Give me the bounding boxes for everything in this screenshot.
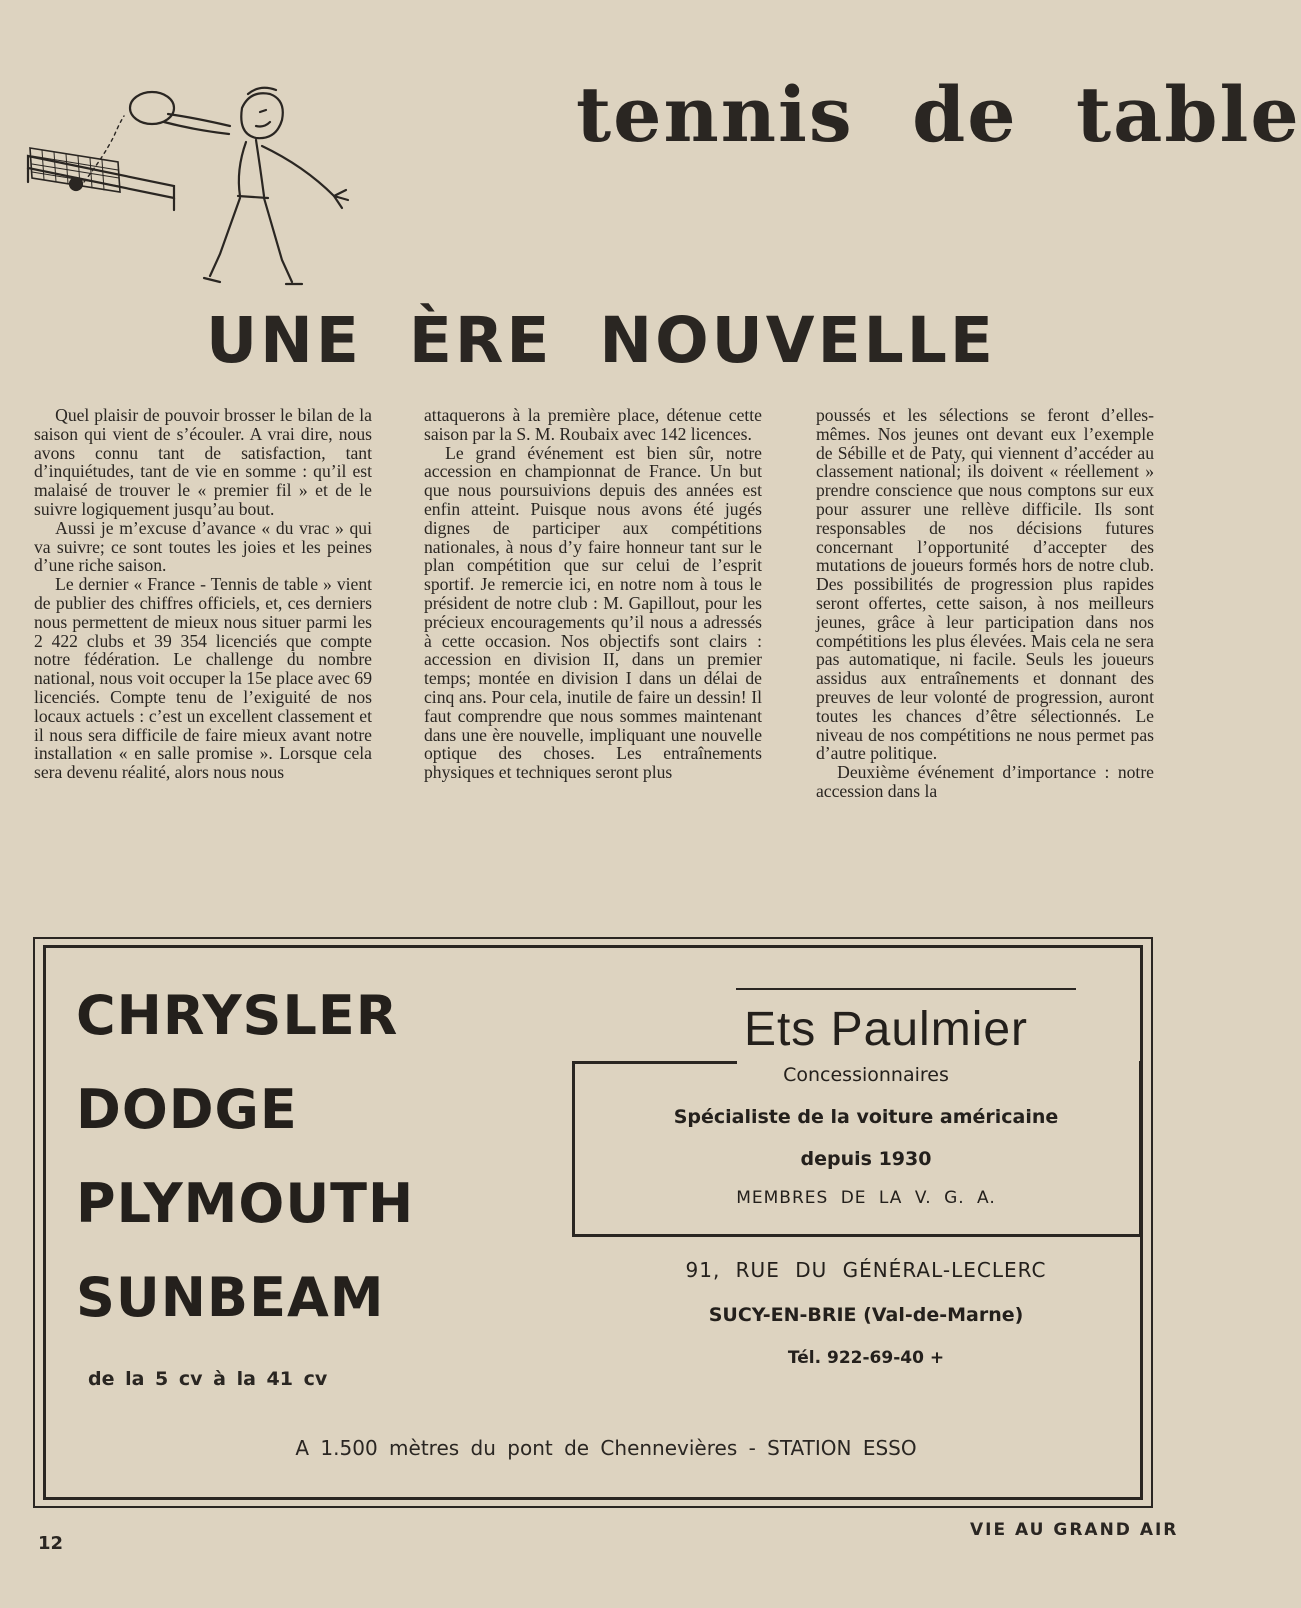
- dealer-location: A 1.500 mètres du pont de Chennevières - STATION ESSO: [295, 1436, 917, 1460]
- article-paragraph: Aussi je m’excuse d’avance « du vrac » qui va suivre; ce sont toutes les joies et les peines d’une riche saison.: [34, 517, 372, 576]
- advertisement-frame: [43, 945, 1143, 1500]
- brand-sunbeam: SUNBEAM: [76, 1266, 385, 1329]
- company-name: Ets Paulmier: [743, 1003, 1029, 1056]
- article-paragraph: poussés et les sélections se feront d’elles-mêmes. Nos jeunes ont devant eux l’exemple de Sébille et de Paty, qui viennent d’accéder au classement national; ils doivent « réellement » prendre conscience que nous comptons sur eux pour assurer une rellève difficile. Ils sont responsables de nos décisions futures concernant l’opportunité d’accepter des mutations de joueurs formés hors de notre club. Des possibilités de progression plus rapides seront offertes, cette saison, à nos meilleurs jeunes, grâce à leur participation dans nos compétitions les plus élevées. Mais cela ne sera pas automatique, ni facile. Seuls les joueurs assidus aux entraînements et donnant des preuves de leur volonté de progression, auront toutes les chances d’être sélectionnés. Le niveau de nos compétitions ne nous permet pas d’autre politique.: [816, 405, 1154, 764]
- dealer-phone: Tél. 922-69-40 +: [787, 1348, 945, 1368]
- page-number: 12: [38, 1533, 64, 1554]
- brand-chrysler: CHRYSLER: [76, 984, 399, 1047]
- brand-plymouth: PLYMOUTH: [76, 1172, 415, 1235]
- article-paragraph: Le grand événement est bien sûr, notre accession en championnat de France. Un but que nous poursuivions depuis des années est enfin atteint. Puisque nous avons été jugés dignes de participer aux compétitions nationales, à nous d’y faire honneur tant sur le plan compétition que sur celui de l’esprit sportif. Je remercie ici, en notre nom à tous le président de notre club : M. Gapillout, pour les précieux encouragements qu’il nous a adressés à cette occasion. Nos objectifs sont clairs : accession en division II, dans un premier temps; montée en division I dans un délai de cinq ans. Pour cela, inutile de faire un dessin! Il faut comprendre que nous sommes maintenant dans une ère nouvelle, impliquant une nouvelle optique des choses. Les entraînements physiques et techniques seront plus: [424, 442, 762, 783]
- article-headline: UNE ÈRE NOUVELLE: [206, 304, 996, 377]
- divider: [736, 988, 1076, 990]
- table-tennis-player-illustration: [24, 86, 364, 292]
- article-column-3: [816, 406, 1154, 912]
- dealer-since: depuis 1930: [800, 1148, 932, 1170]
- horsepower-range: de la 5 cv à la 41 cv: [88, 1368, 328, 1390]
- magazine-name: VIE AU GRAND AIR: [970, 1520, 1179, 1540]
- dealer-city: SUCY-EN-BRIE (Val-de-Marne): [708, 1304, 1024, 1326]
- article-paragraph: attaquerons à la première place, détenue cette saison par la S. M. Roubaix avec 142 licences.: [424, 405, 762, 444]
- section-title: tennis de table: [576, 70, 1301, 159]
- article-paragraph: Deuxième événement d’importance : notre accession dans la: [816, 762, 1154, 801]
- article-column-2: [424, 406, 762, 912]
- article-column-1: [34, 406, 372, 912]
- dealer-advertisement: [33, 937, 1153, 1508]
- dealer-specialty: Spécialiste de la voiture américaine: [673, 1106, 1059, 1128]
- dealer-address: 91, RUE DU GÉNÉRAL-LECLERC: [685, 1258, 1047, 1282]
- article-paragraph: Quel plaisir de pouvoir brosser le bilan de la saison qui vient de s’écouler. A vrai dire, nous avons connu tant de satisfaction, tant d’inquiétudes, tant de vie en somme : qu’il est malaisé de trouver le « premier fil » et de le suivre logiquement jusqu’au bout.: [34, 405, 372, 519]
- brand-dodge: DODGE: [76, 1078, 298, 1141]
- dealer-role: Concessionnaires: [783, 1064, 949, 1086]
- dealer-membership: MEMBRES DE LA V. G. A.: [736, 1188, 996, 1208]
- article-paragraph: Le dernier « France - Tennis de table » vient de publier des chiffres officiels, et, ces derniers nous permettent de mieux nous situer parmi les 2 422 clubs et 39 354 licenciés que compte notre fédération. Le challenge du nombre national, nous voit occuper la 15e place avec 69 licenciés. Compte tenu de l’exiguité de nos locaux actuels : c’est un excellent classement et il nous sera difficile de faire mieux avant notre installation « en salle promise ». Lorsque cela sera devenu réalité, alors nous nous: [34, 574, 372, 783]
